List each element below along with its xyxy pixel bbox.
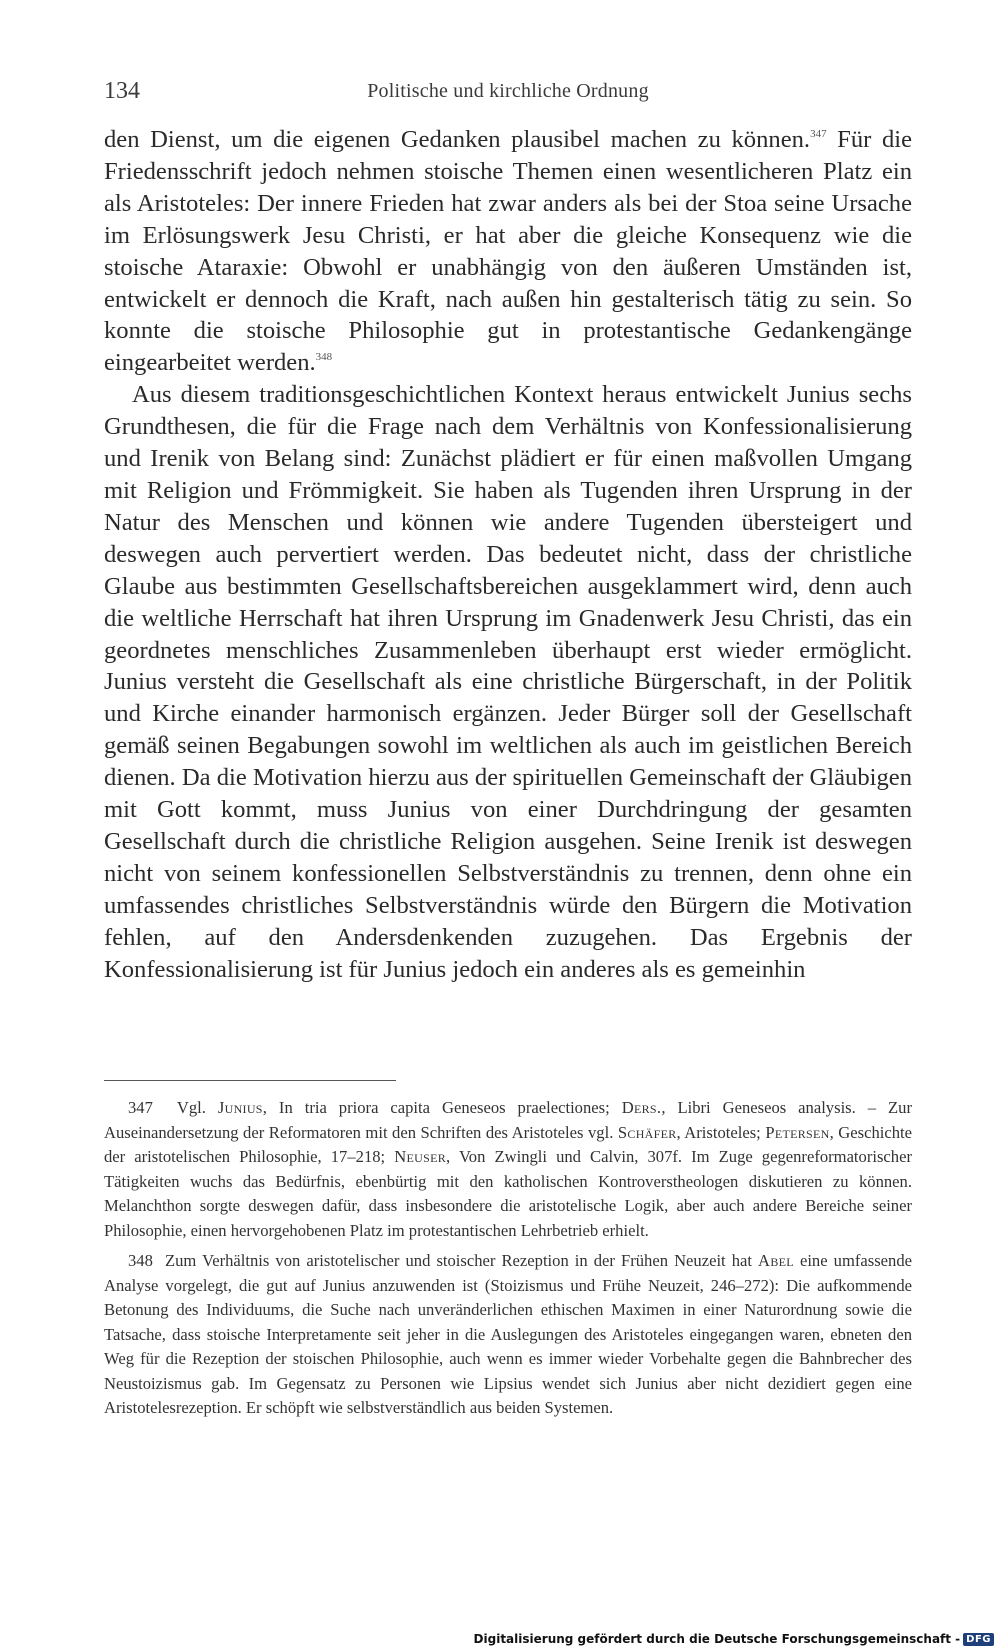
page-number: 134 (104, 78, 140, 104)
running-title: Politische und kirchliche Ordnung (367, 80, 649, 102)
footnote-text: , Libri Geneseos analysis. – Zur Auseinandersetzung der Reformatoren mit den Schriften des Aristoteles vgl. (104, 1098, 912, 1142)
author-name: Neuser (394, 1147, 447, 1166)
author-name: Junius (217, 1098, 263, 1117)
author-name: Petersen (765, 1122, 830, 1142)
author-name: Schäfer (617, 1122, 677, 1142)
dfg-logo-icon: DFG (963, 1633, 994, 1646)
page-header (104, 74, 912, 110)
paragraph-2: Aus diesem traditionsgeschichtlichen Kontext heraus entwickelt Junius sechs Grundthesen, die für die Frage nach dem Verhältnis von Konfessionalisierung und Irenik von Belang sind: Zunächst plädiert er für einen maßvollen Umgang mit Religion und Frömmigkeit. Sie haben als Tugenden ihren Ursprung in der Natur des Menschen und können wie andere Tugenden übersteigert und deswegen auch pervertiert werden. Das bedeutet nicht, dass der christliche Glaube aus bestimmten Gesellschaftsbereichen ausgeklammert wird, denn auch die weltliche Herrschaft hat ihren Ursprung im Gnadenwerk Jesu Christi, das ein geordnetes menschliches Zusammenleben überhaupt erst wieder ermöglicht. Junius versteht die Gesellschaft als eine christliche Bürgerschaft, in der Politik und Kirche einander harmonisch ergänzen. Jeder Bürger soll der Gesellschaft gemäß seinen Begabungen sowohl im weltlichen als auch im geistlichen Bereich dienen. Da die Motivation hierzu aus der spirituellen Gemeinschaft der Gläubigen mit Gott kommt, muss Junius von einer Durchdringung der gesamten Gesellschaft durch die christliche Religion ausgehen. Seine Irenik ist deswegen nicht von seinem konfessionellen Selbstverständnis zu trennen, denn ohne ein umfassendes christliches Selbstverständnis würde den Bürgern die Motivation fehlen, auf den Andersdenkenden zuzugehen. Das Ergebnis der Konfessionalisierung ist für Junius jedoch ein anderes als es gemeinhin (104, 381, 912, 983)
footnote-347 (104, 1096, 912, 1243)
paragraph-1-part-a: den Dienst, um die eigenen Gedanken plausibel machen zu können. (104, 126, 811, 153)
footnote-text: , Aristoteles; (676, 1122, 766, 1142)
author-name: Abel (758, 1251, 794, 1270)
footnote-number: 348 (128, 1251, 153, 1270)
paragraph-1-part-b: Für die Friedensschrift jedoch nehmen stoische Themen einen wesentlicheren Platz ein als Aristoteles: Der innere Frieden hat zwar anders als bei der Stoa seine Ursache im Erlösungswerk Jesu Christi, er hat aber die gleiche Konsequenz wie die stoische Ataraxie: Obwohl er unabhängig von den äußeren Umständen ist, entwickelt er dennoch die Kraft, nach außen hin gestalterisch tätig zu sein. So konnte die stoische Philosophie gut in protestantische Gedankengänge eingearbeitet werden. (104, 126, 912, 377)
footnote-text: , In tria priora capita Geneseos praelectiones; (262, 1098, 622, 1117)
paragraph-1 (104, 124, 912, 379)
footnote-text: Vgl. (176, 1098, 218, 1117)
footnote-348 (104, 1249, 912, 1421)
footnote-text: eine umfassende Analyse vorgelegt, die gut auf Junius anzuwenden ist (Stoizismus und Frühe Neuzeit, 246–272): Die aufkommende Betonung des Individuums, die Suche nach unveränderlichen ethischen Maximen in einer Naturordnung sowie die Tatsache, dass stoische Interpretamente seit jeher in die Auslegungen des Aristoteles eingegangen waren, ebneten den Weg für die Rezeption der stoischen Philosophie, auch wenn es immer wieder Vorbehalte gegen die Bahnbrecher des Neustoizismus gab. Im Gegensatz zu Personen wie Lipsius wendet sich Junius aber nicht dezidiert gegen eine Aristotelesrezeption. Er schöpft wie selbstverständlich aus beiden Systemen. (104, 1251, 912, 1417)
footnote-text: , Geschichte der aristotelischen Philosophie, 17–218; (104, 1122, 912, 1166)
footnote-text: , Von Zwingli und Calvin, 307f. Im Zuge gegenreformatorischer Tätigkeiten wuchs das Bedürfnis, ebenbürtig mit den katholischen Kontroverstheologen diskutieren zu können. Melanchthon sorgte deswegen dafür, dass insbesondere die aristotelische Logik, aber auch andere Bereiche seiner Philosophie, einen hervorgehobenen Platz im protestantischen Lehrbetrieb erhielt. (104, 1147, 912, 1240)
footnote-ref-348[interactable]: 348 (315, 351, 333, 364)
footnote-text: Zum Verhältnis von aristotelischer und stoischer Rezeption in der Frühen Neuzeit hat (165, 1251, 759, 1270)
funding-notice (474, 1629, 994, 1649)
author-name: Ders. (621, 1098, 662, 1117)
footnote-ref-347[interactable]: 347 (810, 128, 827, 140)
footnote-divider (104, 1080, 396, 1081)
footnote-number: 347 (128, 1098, 153, 1117)
footnotes (104, 1096, 912, 1427)
funding-notice-text: Digitalisierung gefördert durch die Deutsche Forschungsgemeinschaft - (473, 1632, 961, 1646)
main-text (104, 124, 912, 985)
